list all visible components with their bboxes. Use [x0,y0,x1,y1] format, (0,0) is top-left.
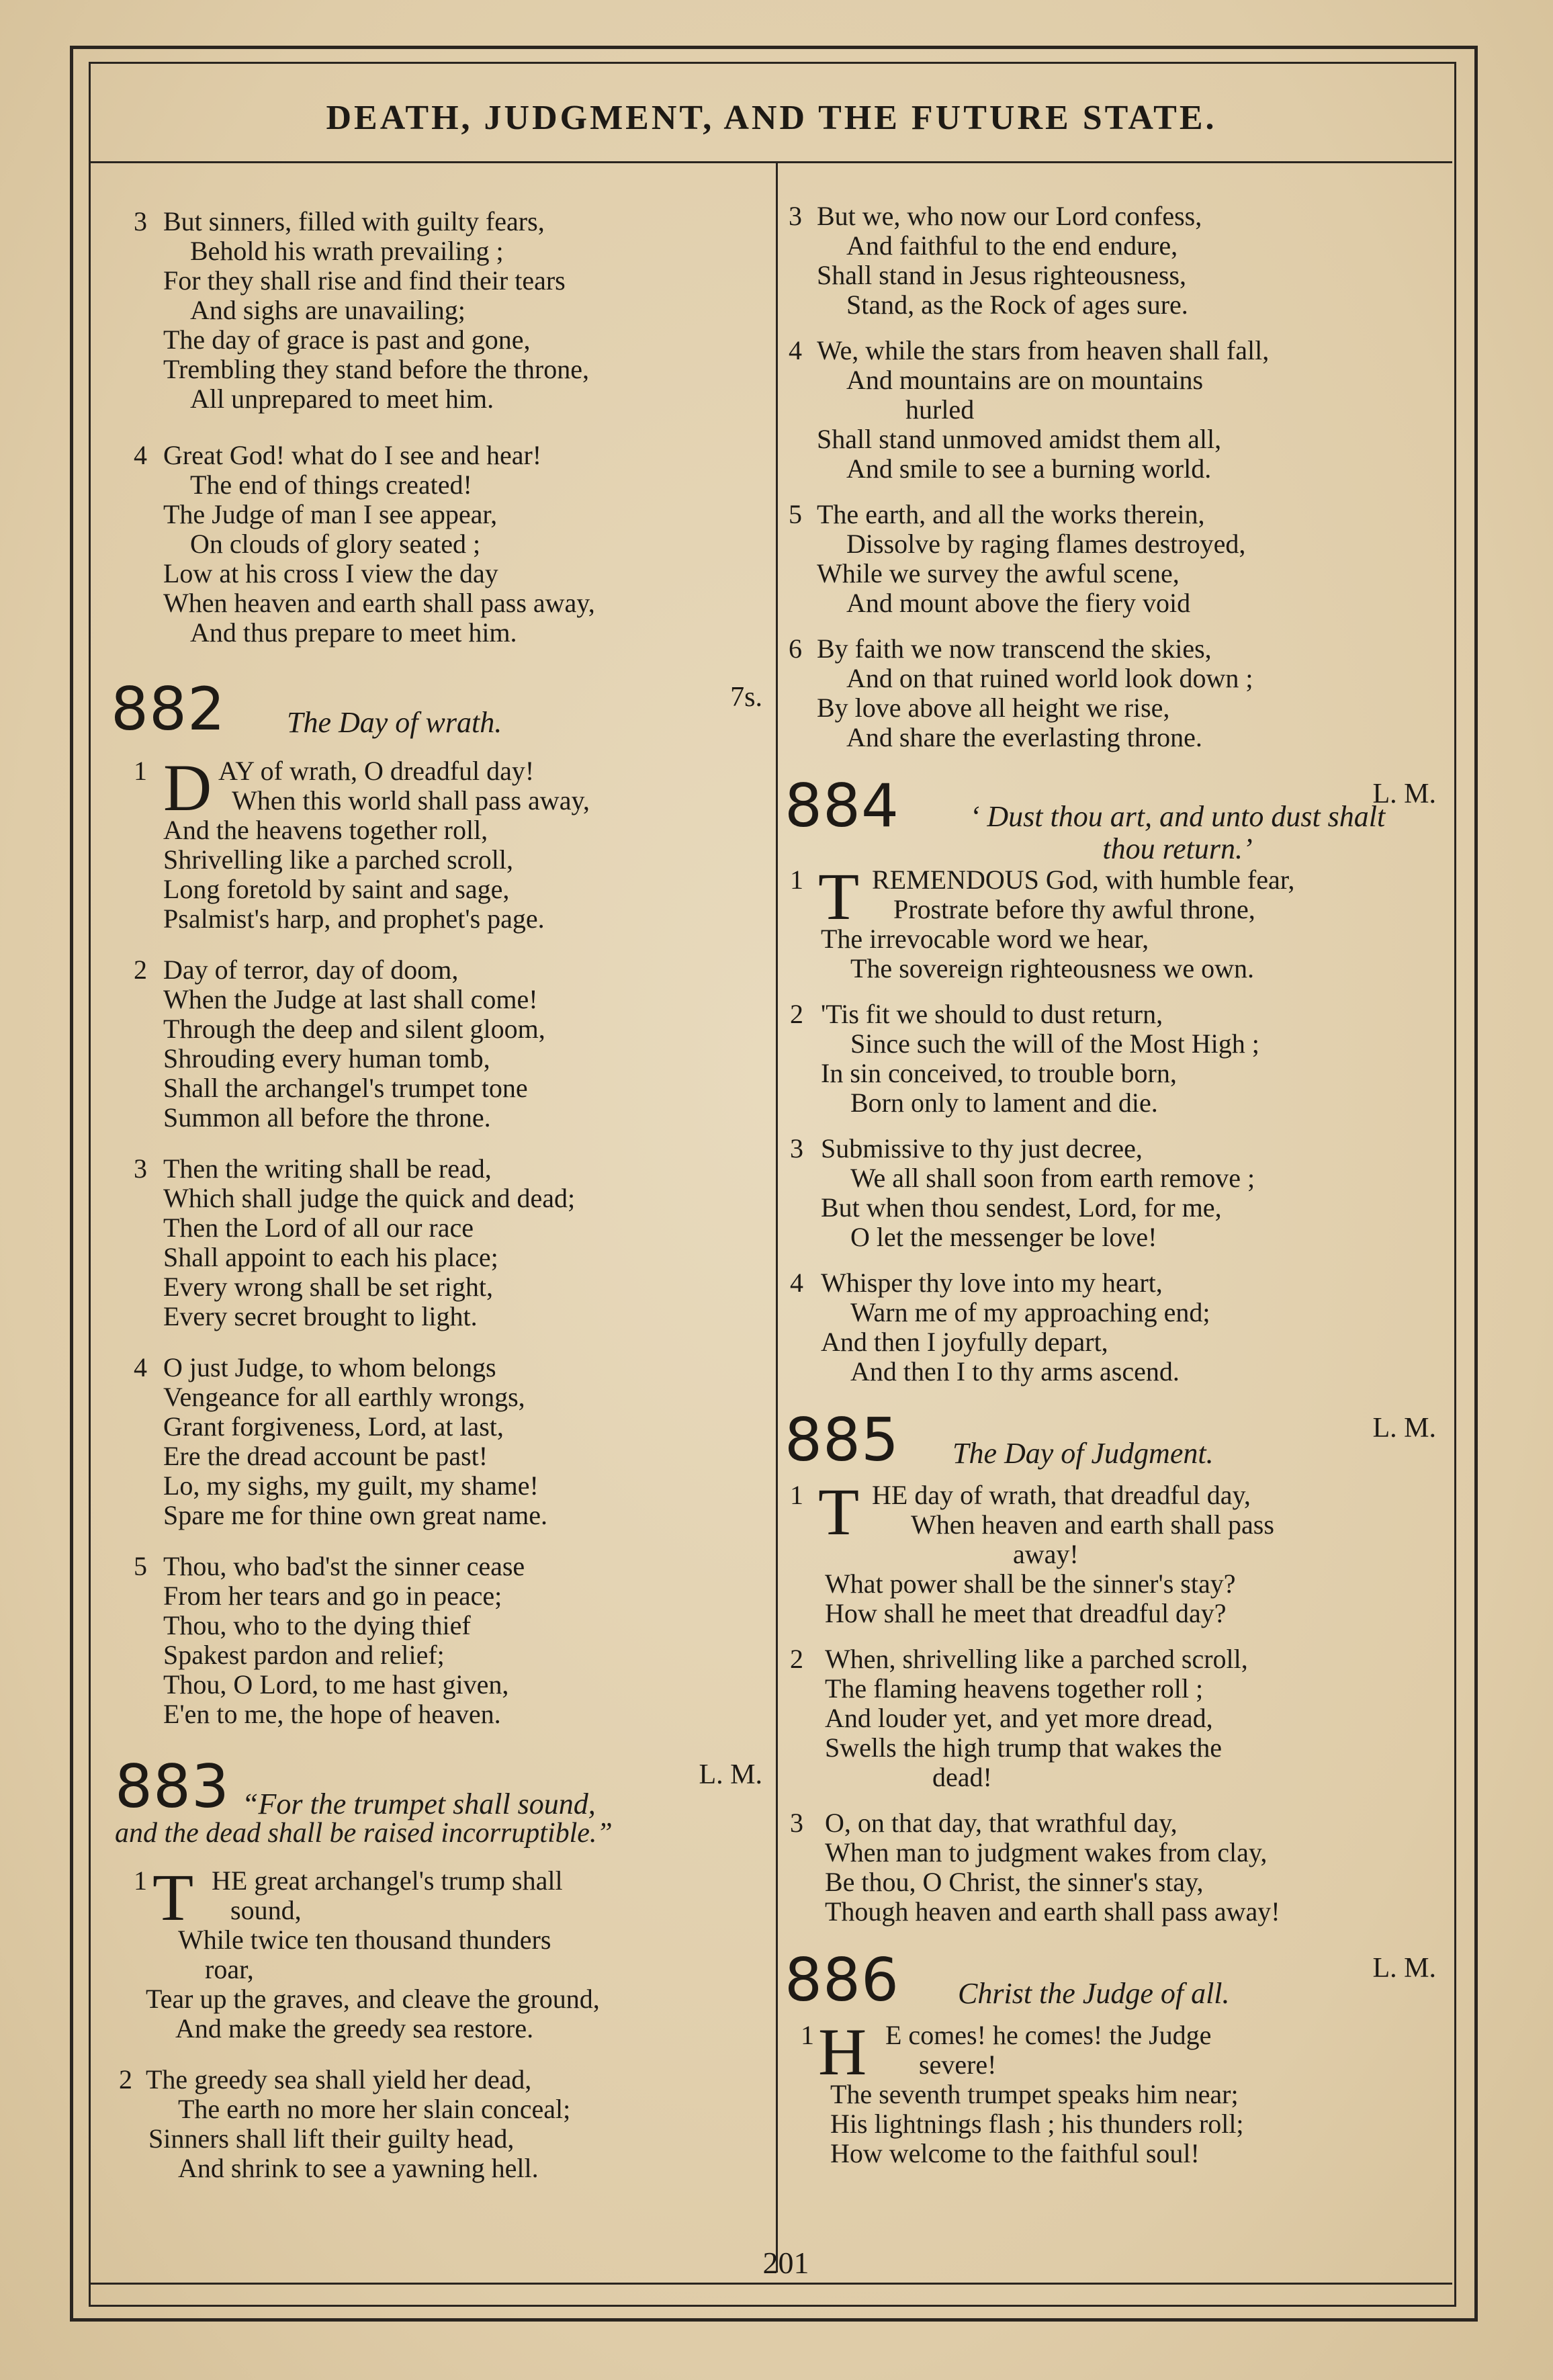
hymn-heading [785,1945,1450,2018]
verse-line: On clouds of glory seated ; [190,529,481,559]
verse-line: Dissolve by raging flames destroyed, [846,529,1246,559]
verse-line: When man to judgment wakes from clay, [825,1837,1268,1867]
hymn-meter: L. M. [699,1759,762,1790]
verse-line: Trembling they stand before the throne, [163,354,589,384]
verse-line: Thou, who to the dying thief [163,1610,471,1640]
stanza [785,2015,1450,2168]
verse-line: Grant forgiveness, Lord, at last, [163,1411,504,1442]
stanza [785,1644,1450,1792]
verse-line: But we, who now our Lord confess, [817,201,1202,231]
stanza [111,441,776,648]
hymn-title: ‘ Dust thou art, and unto dust shalt thou return.’ [969,800,1386,865]
verse-line: And mountains are on mountains [846,365,1204,395]
verse-line: Long foretold by saint and sage, [163,874,510,904]
verse-line: Warn me of my approaching end; [850,1297,1210,1327]
stanza-number: 2 [790,1644,803,1674]
stanza-number: 5 [789,499,802,529]
verse-line: In sin conceived, to trouble born, [821,1058,1177,1088]
hymn-title: The Day of Judgment. [952,1437,1214,1470]
stanza [785,859,1450,983]
stanza [111,1552,776,1729]
hymn-number: 882 [111,674,226,744]
hymn-heading [785,771,1450,865]
verse-line: away! [1013,1539,1079,1569]
hymn-heading [111,674,776,747]
stanza [111,1860,776,2043]
stanza [111,750,776,934]
verse-line: REMENDOUS God, with humble fear, [872,865,1295,895]
verse-line: How shall he meet that dreadful day? [825,1598,1227,1628]
verse-line: HE day of wrath, that dreadful day, [872,1480,1251,1510]
verse-line: The seventh trumpet speaks him near; [830,2079,1239,2109]
verse-line: When, shrivelling like a parched scroll, [825,1644,1248,1674]
verse-line: Be thou, O Christ, the sinner's stay, [825,1867,1204,1897]
hymn-meter: L. M. [1372,1953,1436,1984]
hymn-title: “For the trumpet shall sound, [242,1788,596,1820]
stanza-number: 2 [134,955,147,985]
verse-line: The day of grace is past and gone, [163,324,531,355]
verse-line: Which shall judge the quick and dead; [163,1183,576,1213]
stanza-number: 4 [134,1352,147,1382]
drop-cap: T [818,1474,860,1549]
verse-line: The sovereign righteousness we own. [850,953,1254,983]
drop-cap: T [818,859,860,934]
stanza [785,634,1450,752]
verse-line: What power shall be the sinner's stay? [825,1569,1236,1599]
verse-line: And the heavens together roll, [163,815,488,845]
verse-line: Submissive to thy just decree, [821,1133,1143,1163]
stanza-number: 3 [134,1153,147,1184]
verse-line: Shall appoint to each his place; [163,1242,498,1272]
verse-line: And make the greedy sea restore. [175,2013,534,2043]
hymn-heading [111,1752,776,1824]
verse-line: And on that ruined world look down ; [846,663,1253,693]
verse-line: Psalmist's harp, and prophet's page. [163,903,545,934]
stanza-number: 4 [134,440,147,470]
verse-line: O just Judge, to whom belongs [163,1352,496,1382]
verse-line: Tear up the graves, and cleave the ground, [146,1984,600,2014]
verse-line: While we survey the awful scene, [817,558,1180,588]
verse-line: HE great archangel's trump shall [212,1865,563,1896]
verse-line: Thou, O Lord, to me hast given, [163,1669,509,1700]
stanza [785,1474,1450,1628]
verse-line: When this world shall pass away, [232,785,590,816]
hymn-number: 886 [785,1945,899,2015]
stanza-number: 2 [119,2064,132,2095]
drop-cap: D [163,750,212,825]
hymn-title: The Day of wrath. [287,706,502,739]
verse-line: 'Tis fit we should to dust return, [821,999,1163,1029]
verse-line: And louder yet, and yet more dread, [825,1703,1213,1733]
stanza [785,1808,1450,1927]
stanza-number: 3 [790,1808,803,1838]
verse-line: O let the messenger be love! [850,1222,1157,1252]
stanza [111,955,776,1133]
column-rule [776,163,778,2273]
verse-line: Behold his wrath prevailing ; [190,236,504,266]
verse-line: Every wrong shall be set right, [163,1272,493,1302]
verse-line: The greedy sea shall yield her dead, [146,2064,532,2095]
verse-line: Shall stand unmoved amidst them all, [817,424,1222,454]
stanza [785,336,1450,484]
verse-line: And thus prepare to meet him. [190,617,517,648]
right-column [785,168,1450,2190]
verse-line: And shrink to see a yawning hell. [178,2153,539,2183]
hymn-heading [785,1405,1450,1478]
verse-line: Shall stand in Jesus righteousness, [817,260,1186,290]
verse-line: Ere the dread account be past! [163,1441,488,1471]
verse-line: sound, [230,1895,302,1925]
hymn-meter: L. M. [1372,779,1436,809]
stanza-number: 6 [789,633,802,664]
verse-line: Swells the high trump that wakes the [825,1732,1223,1763]
hymn-number: 883 [115,1752,230,1821]
drop-cap: H [818,2015,867,2089]
stanza-number: 3 [790,1133,803,1163]
verse-line: And faithful to the end endure, [846,230,1178,261]
verse-line: While twice ten thousand thunders [178,1925,551,1955]
verse-line: Though heaven and earth shall pass away! [825,1896,1280,1927]
stanza-number: 1 [790,1480,803,1510]
verse-line: Thou, who bad'st the sinner cease [163,1551,525,1581]
verse-line: severe! [919,2050,997,2080]
verse-line: When the Judge at last shall come! [163,984,538,1014]
verse-line: But sinners, filled with guilty fears, [163,206,545,236]
stanza [785,1134,1450,1252]
verse-line: Shrivelling like a parched scroll, [163,844,513,875]
stanza-number: 3 [789,201,802,231]
verse-line: The irrevocable word we hear, [821,924,1149,954]
stanza [785,1268,1450,1386]
verse-line: Shall the archangel's trumpet tone [163,1073,528,1103]
verse-line: Sinners shall lift their guilty head, [148,2123,515,2154]
stanza [111,1154,776,1331]
verse-line: The flaming heavens together roll ; [825,1673,1204,1704]
verse-line: And mount above the fiery void [846,588,1191,618]
stanza-number: 3 [134,206,147,236]
stanza-number: 1 [801,2020,814,2050]
stanza [785,202,1450,320]
verse-line: hurled [905,394,975,425]
verse-line: Stand, as the Rock of ages sure. [846,290,1188,320]
verse-line: And smile to see a burning world. [846,453,1212,484]
stanza [785,500,1450,618]
hymn-meter: L. M. [1372,1413,1436,1444]
verse-line: Whisper thy love into my heart, [821,1268,1163,1298]
verse-line: dead! [932,1762,992,1792]
verse-line: roar, [205,1954,254,1984]
left-column [111,168,776,2205]
verse-line: E'en to me, the hope of heaven. [163,1699,501,1729]
verse-line: Then the Lord of all our race [163,1213,474,1243]
verse-line: For they shall rise and find their tears [163,265,566,296]
verse-line: Lo, my sighs, my guilt, my shame! [163,1470,539,1501]
verse-line: Born only to lament and die. [850,1088,1158,1118]
verse-line: All unprepared to meet him. [190,384,494,414]
verse-line: Spare me for thine own great name. [163,1500,548,1530]
verse-line: When heaven and earth shall pass [911,1509,1274,1540]
verse-line: But when thou sendest, Lord, for me, [821,1192,1222,1223]
page-number: 201 [762,2246,809,2280]
verse-line: AY of wrath, O dreadful day! [218,756,535,786]
verse-line: Then the writing shall be read, [163,1153,492,1184]
stanza-number: 1 [134,756,147,786]
verse-line: Since such the will of the Most High ; [850,1028,1259,1059]
verse-line: We, while the stars from heaven shall fall, [817,335,1270,365]
drop-cap: T [152,1860,194,1935]
stanza [785,1000,1450,1118]
verse-line: And sighs are unavailing; [190,295,465,325]
header-rule [91,161,1452,163]
stanza [111,207,776,414]
stanza-number: 4 [790,1268,803,1298]
footer-rule [91,2283,1452,2285]
verse-line: The earth no more her slain conceal; [178,2094,571,2124]
stanza-number: 4 [789,335,802,365]
stanza [111,2065,776,2183]
verse-line: The earth, and all the works therein, [817,499,1205,529]
verse-line: Prostrate before thy awful throne, [893,894,1255,924]
stanza-number: 5 [134,1551,147,1581]
hymn-number: 885 [785,1405,899,1474]
verse-line: We all shall soon from earth remove ; [850,1163,1255,1193]
stanza-number: 1 [134,1865,147,1896]
running-head: DEATH, JUDGMENT, AND THE FUTURE STATE. [326,99,1217,137]
hymn-meter: 7s. [730,682,762,713]
verse-line: When heaven and earth shall pass away, [163,588,595,618]
verse-line: Through the deep and silent gloom, [163,1014,545,1044]
verse-line: E comes! he comes! the Judge [885,2020,1212,2050]
verse-line: By love above all height we rise, [817,693,1170,723]
verse-line: Vengeance for all earthly wrongs, [163,1382,525,1412]
verse-line: Spakest pardon and relief; [163,1640,445,1670]
verse-line: His lightnings flash ; his thunders roll; [830,2109,1244,2139]
verse-line: Great God! what do I see and hear! [163,440,542,470]
verse-line: And then I joyfully depart, [821,1327,1108,1357]
stanza-number: 1 [790,865,803,895]
verse-line: The Judge of man I see appear, [163,499,498,529]
verse-line: Day of terror, day of doom, [163,955,459,985]
verse-line: And share the everlasting throne. [846,722,1202,752]
verse-line: Low at his cross I view the day [163,558,498,588]
hymn-title: Christ the Judge of all. [958,1977,1230,2010]
verse-line: From her tears and go in peace; [163,1581,502,1611]
stanza-number: 2 [790,999,803,1029]
verse-line: Shrouding every human tomb, [163,1043,490,1073]
hymn-epigraph: and the dead shall be raised incorruptible.” [115,1818,613,1849]
verse-line: Every secret brought to light. [163,1301,478,1331]
verse-line: How welcome to the faithful soul! [830,2138,1200,2168]
verse-line: Summon all before the throne. [163,1102,491,1133]
stanza [111,1353,776,1530]
verse-line: The end of things created! [190,470,472,500]
verse-line: O, on that day, that wrathful day, [825,1808,1178,1838]
verse-line: By faith we now transcend the skies, [817,633,1212,664]
verse-line: And then I to thy arms ascend. [850,1356,1180,1386]
hymn-number: 884 [785,771,899,840]
